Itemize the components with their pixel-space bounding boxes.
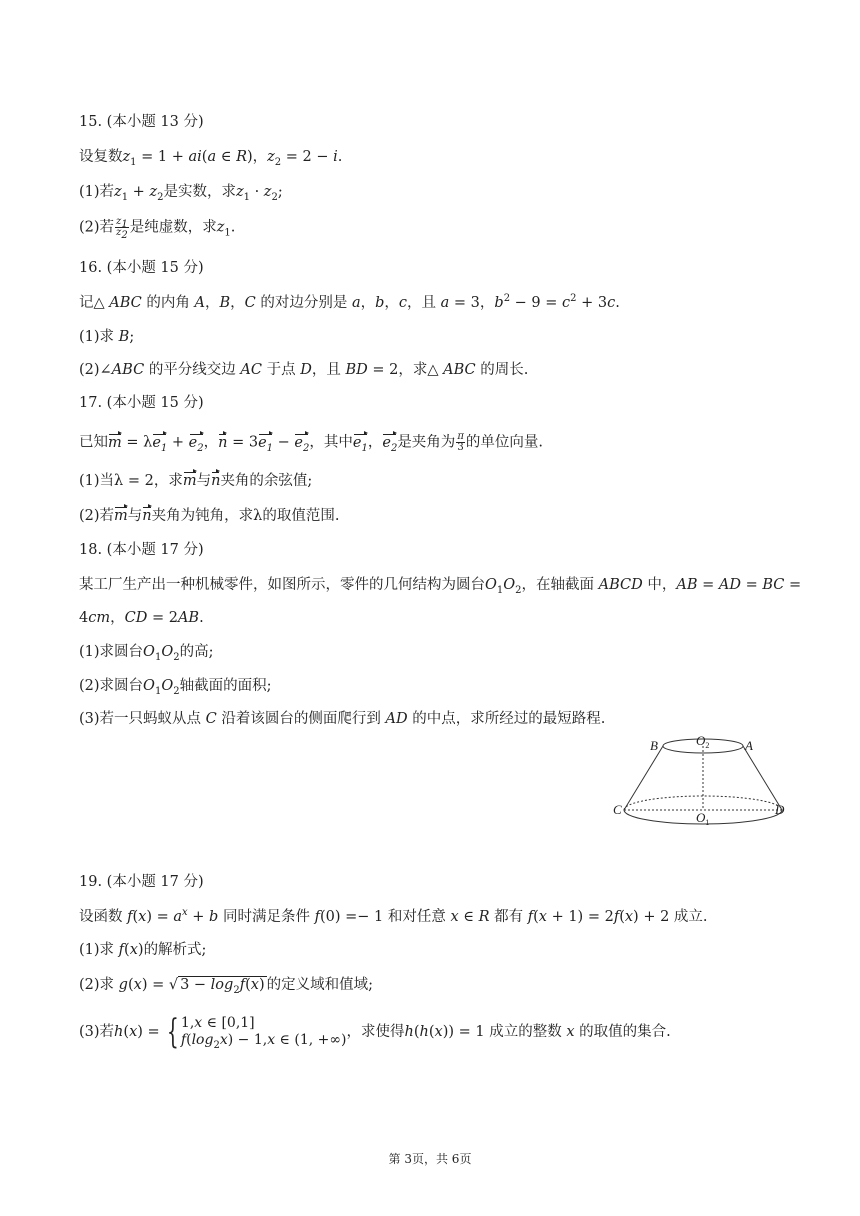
- problem-16-header: 16. (本小题 15 分): [79, 260, 204, 276]
- problem-16-stem: 记△ ABC 的内角 A，B，C 的对边分别是 a，b，c，且 a = 3，$b^2 - 9 = c^2 + 3c$.: [79, 293, 620, 311]
- label-A: A: [745, 738, 753, 753]
- problem-16-q2: (2)∠ABC 的平分线交边 AC 于点 D，且 BD = 2，求△ ABC 的周长.: [79, 362, 529, 378]
- page-footer: 第 3页，共 6页: [388, 1152, 472, 1166]
- problem-18-q1: (1)求圆台$O_1O_2$的高;: [79, 644, 214, 663]
- problem-19-header: 19. (本小题 17 分): [79, 874, 204, 890]
- problem-15-q2: (2)若 $\frac{z_1}{z_2}$ 是纯虚数，求$z_1$.: [79, 216, 236, 241]
- problem-19-q2: (2)求 g(x) = √ $3 - \log_2f(x)$ 的定义域和值域;: [79, 977, 373, 996]
- label-O2: $O_2$: [696, 733, 710, 750]
- label-C: C: [613, 802, 622, 817]
- label-O1: $O_1$: [696, 810, 710, 827]
- problem-15-header: 15. (本小题 13 分): [79, 114, 204, 130]
- problem-15-stem: 设复数$z_1 = 1 + ai(a$ ∈ R)，$z_2 = 2 - i$.: [79, 149, 343, 168]
- problem-19-stem: 设函数 $f(x) = a^x + b$ 同时满足条件 f(0) =− 1 和对任意 x ∈ R 都有 f(x + 1) = 2f(x) + 2 成立.: [79, 907, 708, 925]
- problem-16-q1: (1)求 B;: [79, 329, 135, 345]
- problem-15-q1: (1)若$z_1 + z_2$是实数，求$z_1 \cdot z_2$;: [79, 184, 283, 203]
- problem-17-q2: (2)若m与n夹角为钝角，求λ的取值范围.: [79, 508, 340, 524]
- problem-18-stem-line1: 某工厂生产出一种机械零件，如图所示，零件的几何结构为圆台$O_1O_2$，在轴截面 ABCD 中，AB = AD = BC =: [79, 577, 802, 596]
- label-D: D: [775, 802, 785, 817]
- problem-18-q2: (2)求圆台$O_1O_2$轴截面的面积;: [79, 678, 272, 697]
- problem-17-stem: 已知$m = \lambda e_1 + e_2$，$n = 3e_1 - e_2$，其中$e_1$，$e_2$是夹角为 $\frac{\pi}{3}$ 的单位向量.: [79, 431, 543, 454]
- label-B: B: [650, 738, 658, 753]
- problem-18-stem-line2: 4cm，CD = 2AB.: [79, 610, 204, 626]
- problem-18-header: 18. (本小题 17 分): [79, 542, 204, 558]
- problem-19-q1: (1)求 f(x)的解析式;: [79, 942, 207, 958]
- frustum-figure: [612, 730, 792, 830]
- left-generatrix: [624, 746, 663, 810]
- problem-17-header: 17. (本小题 15 分): [79, 395, 204, 411]
- problem-17-q1: (1)当λ = 2，求m与n夹角的余弦值;: [79, 473, 313, 489]
- problem-19-q3: (3)若h(x) = { 1,x ∈ [0,1] $f(\log_2x) - 1,x$ ∈ (1, +∞) ，求使得h(h(x)) = 1 成立的整数 x 的取值的集合.: [79, 1012, 671, 1052]
- problem-18-q3: (3)若一只蚂蚁从点 C 沿着该圆台的侧面爬行到 AD 的中点，求所经过的最短路程.: [79, 711, 606, 727]
